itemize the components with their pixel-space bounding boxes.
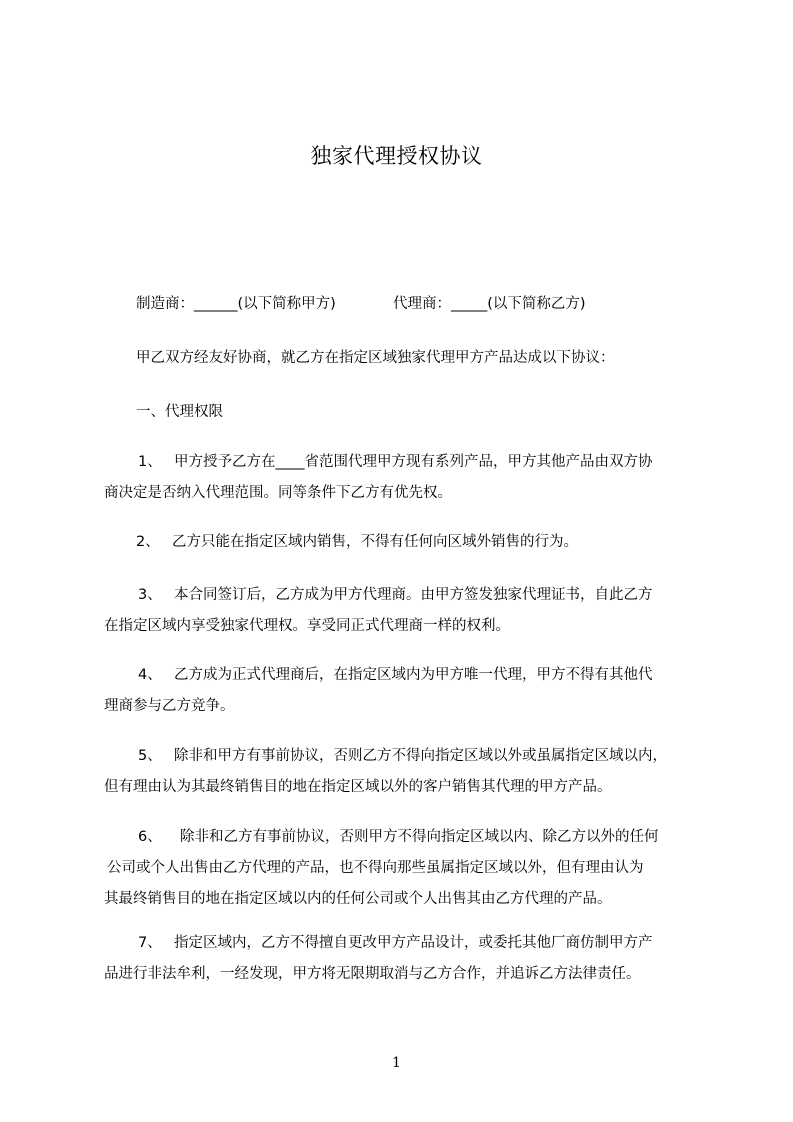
clause-text-line: 理商参与乙方竞争。 — [104, 698, 235, 714]
clause-7 — [104, 928, 702, 990]
document-title: 独家代理授权协议 — [310, 144, 483, 168]
clause-number: 6、 — [138, 829, 162, 845]
clause-text-line: 本合同签订后，乙方成为甲方代理商。由甲方签发独家代理证书，自此乙方 — [174, 587, 653, 603]
clause-5 — [104, 741, 702, 803]
clause-text-line: 甲方授予乙方在____省范围代理甲方现有系列产品，甲方其他产品由双方协 — [174, 454, 653, 470]
clause-text-line: 公司或个人出售由乙方代理的产品，也不得向那些虽属指定区域以外，但有理由认为 — [107, 860, 644, 876]
section-heading: 一、代理权限 — [136, 404, 223, 420]
clause-number: 1、 — [138, 454, 162, 470]
clause-3 — [104, 580, 702, 642]
clause-text-line: 乙方成为正式代理商后，在指定区域内为甲方唯一代理，甲方不得有其他代 — [174, 667, 653, 683]
clause-1 — [104, 447, 702, 509]
clause-number: 7、 — [138, 935, 162, 951]
clause-text-line: 其最终销售目的地在指定区域以内的任何公司或个人出售其由乙方代理的产品。 — [104, 891, 612, 907]
clause-text-line: 但有理由认为其最终销售目的地在指定区域以外的客户销售其代理的甲方产品。 — [104, 779, 612, 795]
clause-text-line: 除非和甲方有事前协议，否则乙方不得向指定区域以外或虽属指定区域以内， — [174, 748, 667, 764]
clause-number: 3、 — [138, 587, 162, 603]
clause-text-line: 除非和乙方有事前协议，否则甲方不得向指定区域以内、除乙方以外的任何 — [180, 829, 659, 845]
agent-line: 代理商：_____(以下简称乙方) — [393, 296, 586, 312]
clause-text-line: 品进行非法牟利，一经发现，甲方将无限期取消与乙方合作，并追诉乙方法律责任。 — [104, 966, 641, 982]
clause-4 — [104, 660, 702, 722]
intro-paragraph: 甲乙双方经友好协商，就乙方在指定区域独家代理甲方产品达成以下协议： — [136, 350, 615, 366]
manufacturer-line: 制造商：______(以下简称甲方) — [136, 296, 336, 312]
clause-2 — [104, 527, 702, 558]
clause-text-line: 商决定是否纳入代理范围。同等条件下乙方有优先权。 — [104, 485, 452, 501]
page-number: 1 — [392, 1055, 401, 1071]
clause-number: 4、 — [138, 667, 162, 683]
clause-6 — [104, 822, 702, 915]
clause-text-line: 在指定区域内享受独家代理权。享受同正式代理商一样的权利。 — [104, 618, 510, 634]
clause-number: 5、 — [138, 748, 162, 764]
clause-text-line: 乙方只能在指定区域内销售，不得有任何向区域外销售的行为。 — [172, 534, 578, 550]
clause-text-line: 指定区域内，乙方不得擅自更改甲方产品设计，或委托其他厂商仿制甲方产 — [174, 935, 653, 951]
clause-number: 2、 — [136, 534, 160, 550]
